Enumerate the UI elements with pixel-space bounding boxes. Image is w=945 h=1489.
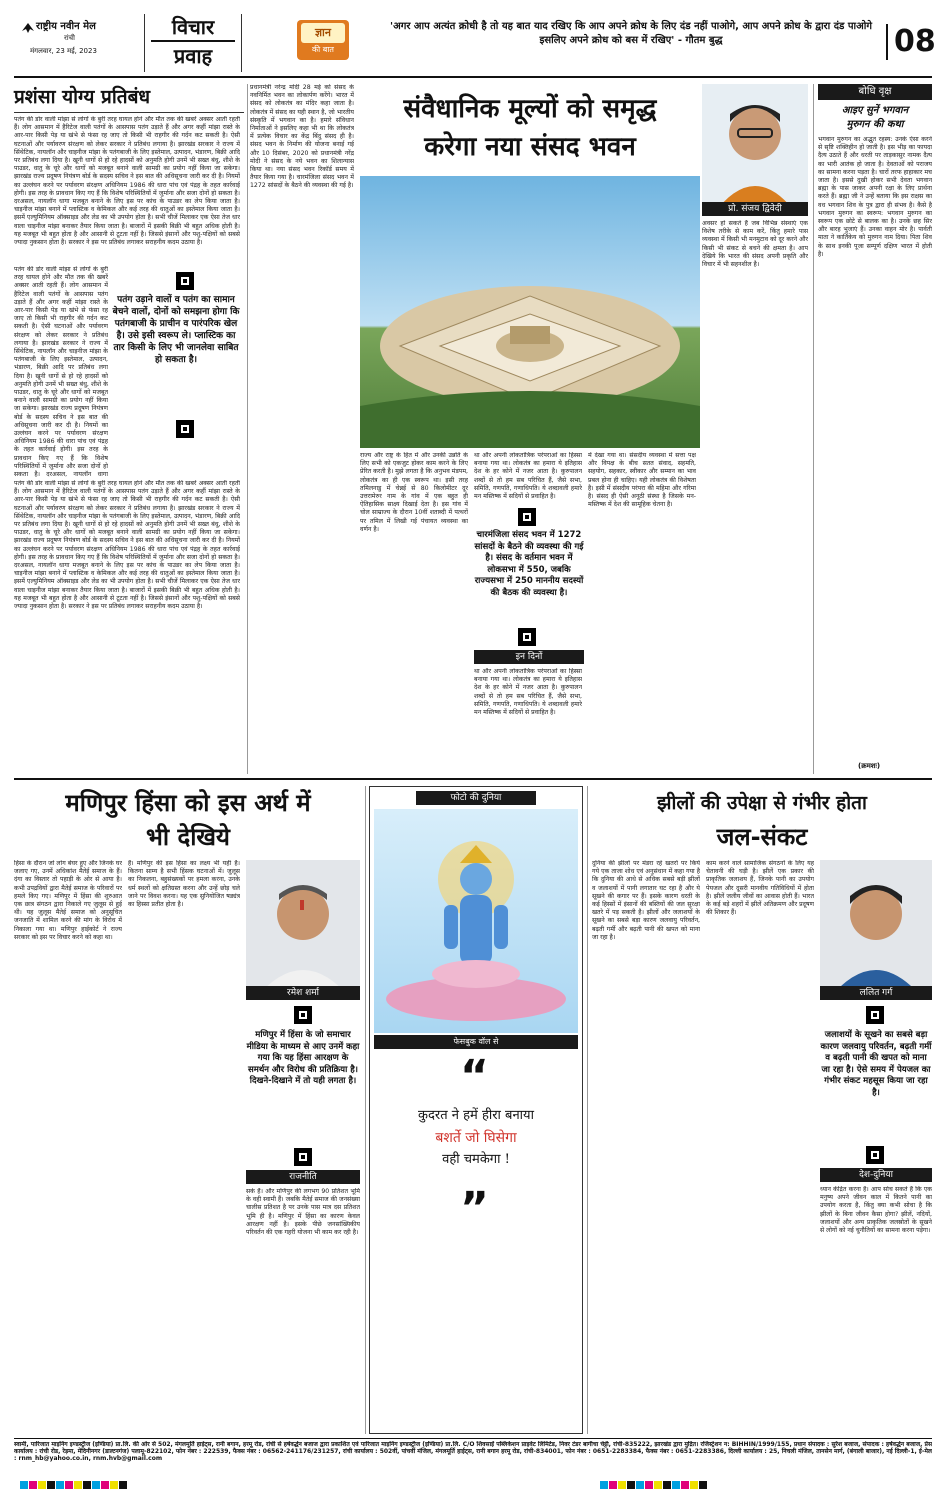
gyan-badge-line2: की बात xyxy=(312,45,334,54)
article-left xyxy=(14,84,244,774)
section-rule xyxy=(14,778,932,780)
sidebar-right xyxy=(818,84,932,774)
author-photo-jheel xyxy=(820,860,932,1000)
section-title xyxy=(144,14,242,72)
daily-quote: 'अगर आप अत्यंत क्रोधी है तो यह बात याद रखिए कि आप अपने क्रोध के लिए दंड नहीं पाओगे, आप अपने क्रोध के द्वारा दंड पाओगे इसलिए अपने क्रोध को बस में रखिए' - गौतम बुद्ध xyxy=(390,21,872,46)
article-jheel-body-3: ध्यान केंद्रित करना है। आप सोच सकते हैं कि एक मनुष्य अपने जीवन काल में कितने पानी का उपयोग करता है, किंतु क्या कभी सोचा है कि झीलों के बिना जीवन कैसा होगा? झीलें, नदियों, जलाशयों और अन्य प्राकृतिक जलस्रोतों के सूखने से लोगों को नई चुनौतियों का सामना करना पड़ेगा। xyxy=(820,1186,932,1235)
quote-open-icon: “ xyxy=(460,1051,489,1102)
column-divider xyxy=(247,84,248,774)
author-name-jheel: ललित गर्ग xyxy=(820,986,932,1000)
qr-code-icon xyxy=(518,508,536,526)
print-registration-marks xyxy=(600,1474,940,1482)
column-divider xyxy=(365,786,366,1434)
masthead xyxy=(14,14,936,72)
article-jheel-title-line1: झीलों की उपेक्षा से गंभीर होता xyxy=(657,792,867,814)
photo-quote-line2: बशर्ते जो घिसेगा xyxy=(435,1130,517,1146)
author-name: प्रो. संजय द्विवेदी xyxy=(702,202,808,216)
column-divider xyxy=(813,84,814,774)
article-manipur xyxy=(14,786,362,1434)
qr-code-icon xyxy=(176,272,194,290)
article-jheel xyxy=(592,786,932,1434)
article-manipur-body-1: हिंसा के दौरान जो लोग बेघर हुए और जिनके घर जलाए गए, उनमें अधिकांश मैतेई समाज के हैं। दंगा का विस्तार तो पहाड़ी के ओर से आया है। कभी उपद्रवियों द्वारा मैतेई समाज के परिवारों पर हमले किए गए। मणिपुर में हिंसा की शुरुआत एक छात्र संगठन द्वारा निकाले गए जुलूस से हुई थी। यह जुलूस मैतेई समाज को अनुसूचित जनजाति में शामिल करने की मांग के विरोध में निकाला गया था। मणिपुर हाईकोर्ट ने राज्य सरकार को इस पर विचार करने को कहा था। xyxy=(14,860,122,941)
photo-feature xyxy=(369,786,583,1434)
article-center-body-1: प्रधानमंत्री नरेन्द्र मोदी 28 मई को संसद के नवनिर्मित भवन का लोकार्पण करेंगे। भारत में संसद को लोकतंत्र का मंदिर कहा जाता है। लोकतंत्र में संसद का यही स्थान है, जो भारतीय संस्कृति में भगवान का है। हमारे संविधान निर्माताओं ने इसलिए कहा भी था कि लोकतंत्र में प्रत्येक विचार का केंद्र बिंदु संसद ही है। संसद भवन के निर्माण की योजना बनाई गई और 10 दिसंबर, 2020 को प्रधानमंत्री नरेंद्र मोदी ने संसद के नये भवन का शिलान्यास किया था। नया संसद भवन रिकॉर्ड समय में तैयार किया गया है। चारमंजिला संसद भवन में 1272 सांसदों के बैठने की व्यवस्था की गई है। xyxy=(250,84,354,190)
page-number: 08 xyxy=(886,24,936,60)
article-center-title xyxy=(360,90,700,166)
gyan-badge xyxy=(297,20,349,60)
photo-quote-line1: कुदरत ने हमें हीरा बनाया xyxy=(418,1108,534,1123)
article-jheel-body-2: काम करने वाले सामाजिक संगठनों के लिए यह चेतावनी की घड़ी है। झीलें एक प्रकार की प्राकृतिक जलाशय हैं, जिनके पानी का उपयोग पेयजल और दूसरी मानवीय गतिविधियों में होता है। झीलें जलीय जीवों का आवास होती हैं। भारत के कई बड़े शहरों में झीलें अतिक्रमण और प्रदूषण की शिकार हैं। xyxy=(706,860,814,917)
sidebar-tag: बोधि वृक्ष xyxy=(818,84,932,100)
section-tag-rajneeti: राजनीति xyxy=(246,1170,360,1184)
photo-quote-line3: वही चमकेगा ! xyxy=(442,1152,510,1167)
qr-code-icon xyxy=(866,1006,884,1024)
qr-code-icon xyxy=(294,1006,312,1024)
date: मंगलवार, 23 मई, 2023 xyxy=(30,47,97,55)
sidebar-title xyxy=(818,104,932,132)
footer-rule xyxy=(14,1438,932,1439)
article-manipur-title-line2: भी देखिये xyxy=(146,823,230,851)
article-center-body-4: में देखा गया था। संसदीय व्यवस्था में सत्ता पक्ष और विपक्ष के बीच सतत संवाद, सहमति, सहयोग, सहकार, स्वीकार और सम्मान का भाव प्रबल होना ही चाहिए। यही लोकतंत्र की विशेषता है। इसी में संसदीय परंपरा की महिमा और गरिमा है। संसद ही ऐसी अनूठी संस्था है जिसके मन-मस्तिष्क में देश की सामूहिक चेतना है। xyxy=(588,452,696,509)
author-photo xyxy=(702,84,808,216)
column-divider xyxy=(587,786,588,1434)
article-jheel-pullquote: जलाशयों के सूखने का सबसे बड़ा कारण जलवायु परिवर्तन, बढ़ती गर्मी व बढ़ती पानी की खपत को माना जा रहा है। ऐसे समय में पेयजल का गंभीर संकट महसूस किया जा रहा है। xyxy=(820,1030,932,1098)
article-center xyxy=(250,84,810,774)
deity-illustration xyxy=(374,809,578,1033)
qr-code-icon xyxy=(866,1146,884,1164)
article-center-body-3b: था और अपनी लोकतांत्रिक परंपराओं का हिस्सा बनाया गया था। लोकतंत्र का हमारा ये इतिहास देश के हर कोने में नजर आता है। कुरुपालन शब्दों से तो हम सब परिचित हैं, जैसे सभा, समिति, गणपति, गणाधिपति। ये शब्दावली हमारे मन मस्तिष्क में सदियों से प्रवाहित है। xyxy=(474,668,582,717)
article-center-body-5: अवसर हो सकते हैं जब विभिन्न संस्थाएं एक विशेष तरीके से काम करें, किंतु हमारे पास व्यवस्था में किसी भी मनमुटाव को दूर करने और किसी भी संकट से बचने की क्षमता है। आप देखिये कि भारत की संसद अपनी प्रकृति और विचार में भी सहनशील है। xyxy=(702,220,808,269)
article-left-pullquote: पतंग उड़ाने वालों व पतंग का सामान बेचने वालों, दोनों को समझना होगा कि पतंगबाजी के प्राचीन व पारंपरिक खेल है। उसे इसी स्वरूप ले। प्लास्टिक का तार किसी के लिए भी जानलेवा साबित हो सकता है। xyxy=(112,295,240,365)
paper-logo-icon xyxy=(22,18,34,28)
article-left-body-wrap: पतंग की डोर वाली मांझा से लोगों के बुरी तरह घायल होने और मौत तक की खबरें अक्सर आती रहती हैं। लोग आसमान में हैरिटेज वाली पतंगों के आसपास पतंग उड़ाते हैं और अगर कहीं मांझा रास्ते के आर-पार किसी पेड़ या खंभे से फंसा रह जाए तो किसी भी राहगीर की गर्दन कट सकती है। ऐसी घटनाओं और पर्यावरण संरक्षण को लेकर सरकार ने प्रतिबंध लगाया है। झारखंड सरकार ने राज्य में सिंथेटिक, नायलॉन और चाइनीज मांझा के पतंगबाजी के लिए इस्तेमाल, उत्पादन, भंडारण, बिक्री आदि पर प्रतिबंध लगा दिया है। खूनी धागों से हो रहे हादसों को अनुमति होगी उनमें भी सख्त बंधु, शीशे के पाउडर, धातु के चूरे और धागों को मजबूत बनाने वाली सामग्री का प्रयोग नहीं किया जा सकेगा। झारखंड राज्य प्रदूषण नियंत्रण बोर्ड के सदस्य सचिव ने इस बात की अधिसूचना जारी कर दी है। नियमों का उल्लंघन करने पर पर्यावरण संरक्षण अधिनियम 1986 की धारा पांच एवं पंद्रह के तहत कार्रवाई होगी। इस तरह के प्रावधान किए गए हैं कि विशेष परिस्थितियों में जुर्माना और सजा दोनों हो सकता है। दरअसल, नायलॉन धागा xyxy=(14,266,108,478)
author-name-manipur: रमेश शर्मा xyxy=(246,986,360,1000)
article-jheel-body-1: दुनिया की झीलों पर मंडरा रहे खतरों पर किये गये एक ताजा शोध एवं अनुसंधान में कहा गया है कि दुनिया की आधे से अधिक सबसे बड़ी झीलों व जलाशयों में पानी लगातार घट रहा है और ये सूखने की कगार पर हैं। इसके कारण धरती के कई हिस्सों में इंसानों की बस्तियों की जल सुरक्षा खतरे में पड़ सकती है। झीलों और जलाशयों के सूखने का सबसे बड़ा कारण जलवायु परिवर्तन, बढ़ती गर्मी और बढ़ती पानी की खपत को माना जा रहा है। xyxy=(592,860,700,941)
article-manipur-body-2: हैं। मणिपुर की इस हिंसा का लक्ष्य भी यही है। कितना साम्य है सभी हिंसक घटनाओं में। जुलूस का निकलना, बहुसंख्यकों पर हमला करना, उनके धर्म स्थलों को क्षतिग्रस्त करना और उन्हें छोड़ चले जाने पर विवश करना। यह एक सुनियोजित षड्यंत्र का हिस्सा प्रतीत होता है। xyxy=(128,860,240,909)
qr-code-icon xyxy=(518,628,536,646)
article-center-body-2: राज्य और राष्ट्र के हित में और उनकी उन्नति के लिए सभी को एकजुट होकर काम करने के लिए प्रेरित करती है। मुझे लगता है कि अनुभव मंडपम, लोकतंत्र का ही एक स्वरूप था। इसी तरह तमिलनाडु में चेन्नई से 80 किलोमीटर दूर उत्तरामेरुर नाम के गांव में एक बहुत ही ऐतिहासिक साक्ष्य दिखाई देता है। इस गांव में चोल साम्राज्य के दौरान 10वीं शताब्दी में पत्थरों पर तमिल में लिखी गई पंचायत व्यवस्था का वर्णन है। xyxy=(360,452,468,533)
article-left-body-top: पतंग की डोर वाली मांझा से लोगों के बुरी तरह घायल होने और मौत तक की खबरें अक्सर आती रहती हैं। लोग आसमान में हैरिटेज वाली पतंगों के आसपास पतंग उड़ाते हैं और अगर कहीं मांझा रास्ते के आर-पार किसी पेड़ या खंभे से फंसा रह जाए तो किसी भी राहगीर की गर्दन कट सकती है। ऐसी घटनाओं और पर्यावरण संरक्षण को लेकर सरकार ने प्रतिबंध लगाया है। झारखंड सरकार ने राज्य में सिंथेटिक, नायलॉन और चाइनीज मांझा के पतंगबाजी के लिए इस्तेमाल, उत्पादन, भंडारण, बिक्री आदि पर प्रतिबंध लगा दिया है। खूनी धागों से हो रहे हादसों को अनुमति होगी उनमें भी सख्त बंधु, शीशे के पाउडर, धातु के चूरे और धागों को मजबूत बनाने वाली सामग्री का प्रयोग नहीं किया जा सकेगा। झारखंड राज्य प्रदूषण नियंत्रण बोर्ड के सदस्य सचिव ने इस बात की अधिसूचना जारी कर दी है। नियमों का उल्लंघन करने पर पर्यावरण संरक्षण अधिनियम 1986 की धारा पांच एवं पंद्रह के तहत कार्रवाई होगी। इस तरह के प्रावधान किए गए हैं कि विशेष परिस्थितियों में जुर्माना और सजा दोनों हो सकता है। दरअसल, नायलॉन धागा मजबूत बनाने के लिए इस पर कांच के पाउडर का लेप किया जाता है। चाइनीज मांझा बनाने में प्लास्टिक व केमिकल और कई तरह की धातुओं का इस्तेमाल किया जाता है। इसमें एल्युमिनियम ऑक्साइड और लेड का भी उपयोग होता है। सभी चीजें मिलाकर एक ऐसा तेज धार वाला चाइनीज मांझा बनाकर तैयार किया जाता है। बाजारों में इसकी बिक्री भी बहुत अधिक होती है। यह मजबूत भी बहुत होता है और आसानी से टूटता नहीं है। जिससे इंसानों और पशु-पक्षियों को सबसे ज्यादा नुकसान होता है। सरकार ने इस पर प्रतिबंध लगाकर सराहनीय कदम उठाया है। xyxy=(14,116,240,247)
parliament-photo xyxy=(360,176,700,448)
section-title-line2: प्रवाह xyxy=(173,44,213,68)
qr-code-icon xyxy=(294,1148,312,1166)
article-manipur-pullquote: मणिपुर में हिंसा के जो समाचार मीडिया के माध्यम से आए उनमें कहा गया कि यह हिंसा आरक्षण के समर्थन और विरोध की प्रतिक्रिया है। दिखने-दिखाने में तो यही लगता है। xyxy=(246,1030,360,1086)
sidebar-title-line2: मुरुगन की कथा xyxy=(846,119,904,130)
section-tag-desh-duniya: देश-दुनिया xyxy=(820,1168,932,1182)
article-center-title-line2: करेगा नया संसद भवन xyxy=(424,132,636,162)
article-jheel-title xyxy=(592,786,932,854)
qr-code-icon xyxy=(176,420,194,438)
article-left-body-bottom: पतंग की डोर वाली मांझा से लोगों के बुरी तरह घायल होने और मौत तक की खबरें अक्सर आती रहती हैं। लोग आसमान में हैरिटेज वाली पतंगों के आसपास पतंग उड़ाते हैं और अगर कहीं मांझा रास्ते के आर-पार किसी पेड़ या खंभे से फंसा रह जाए तो किसी भी राहगीर की गर्दन कट सकती है। ऐसी घटनाओं और पर्यावरण संरक्षण को लेकर सरकार ने प्रतिबंध लगाया है। झारखंड सरकार ने राज्य में सिंथेटिक, नायलॉन और चाइनीज मांझा के पतंगबाजी के लिए इस्तेमाल, उत्पादन, भंडारण, बिक्री आदि पर प्रतिबंध लगा दिया है। खूनी धागों से हो रहे हादसों को अनुमति होगी उनमें भी सख्त बंधु, शीशे के पाउडर, धातु के चूरे और धागों को मजबूत बनाने वाली सामग्री का प्रयोग नहीं किया जा सकेगा। झारखंड राज्य प्रदूषण नियंत्रण बोर्ड के सदस्य सचिव ने इस बात की अधिसूचना जारी कर दी है। नियमों का उल्लंघन करने पर पर्यावरण संरक्षण अधिनियम 1986 की धारा पांच एवं पंद्रह के तहत कार्रवाई होगी। इस तरह के प्रावधान किए गए हैं कि विशेष परिस्थितियों में जुर्माना और सजा दोनों हो सकता है। दरअसल, नायलॉन धागा मजबूत बनाने के लिए इस पर कांच के पाउडर का लेप किया जाता है। चाइनीज मांझा बनाने में प्लास्टिक व केमिकल और कई तरह की धातुओं का इस्तेमाल किया जाता है। इसमें एल्युमिनियम ऑक्साइड और लेड का भी उपयोग होता है। सभी चीजें मिलाकर एक ऐसा तेज धार वाला चाइनीज मांझा बनाकर तैयार किया जाता है। बाजारों में इसकी बिक्री भी बहुत अधिक होती है। यह मजबूत भी बहुत होता है और आसानी से टूटता नहीं है। जिससे इंसानों और पशु-पक्षियों को सबसे ज्यादा नुकसान होता है। सरकार ने इस पर प्रतिबंध लगाकर सराहनीय कदम उठाया है। xyxy=(14,480,240,611)
sidebar-title-line1: आइए सुनें भगवान xyxy=(841,105,909,116)
photo-feature-label-top: फोटो की दुनिया xyxy=(416,791,536,805)
article-jheel-title-line2: जल-संकट xyxy=(716,823,808,851)
article-center-pullquote: चारमंजिला संसद भवन में 1272 सांसदों के बैठने की व्यवस्था की गई है। संसद के वर्तमान भवन में लोकसभा में 550, जबकि राज्यसभा में 250 माननीय सदस्यों की बैठक की व्यवस्था है। xyxy=(474,530,584,598)
article-center-title-line1: संवैधानिक मूल्यों को समृद्ध xyxy=(403,94,657,124)
masthead-rule xyxy=(14,76,932,78)
article-manipur-body-4: सके हैं। और मणिपुर की लगभग 90 प्रतिशत भूमि के वही स्वामी हैं। जबकि मैतेई समाज की जनसंख्या चालीस प्रतिशत है पर उनके पास मात्र दस प्रतिशत भूमि ही है। मणिपुर में हिंसा का कारण केवल आरक्षण नहीं है। इसके पीछे जनसांख्यिकीय परिवर्तन की एक गहरी योजना भी काम कर रही है। xyxy=(246,1188,360,1237)
print-registration-marks xyxy=(20,1474,360,1482)
article-manipur-title-line1: मणिपुर हिंसा को इस अर्थ में xyxy=(65,789,311,817)
article-manipur-title xyxy=(14,786,362,854)
photo-quote xyxy=(374,1105,578,1171)
city: रांची xyxy=(64,34,75,42)
paper-name: राष्ट्रीय नवीन मेल xyxy=(36,21,96,32)
gyan-badge-line1: ज्ञान xyxy=(301,23,345,43)
article-center-body-3: था और अपनी लोकतांत्रिक परंपराओं का हिस्सा बनाया गया था। लोकतंत्र का हमारा ये इतिहास देश के हर कोने में नजर आता है। कुरुपालन शब्दों से तो हम सब परिचित हैं, जैसे सभा, समिति, गणपति, गणाधिपति। ये शब्दावली हमारे मन मस्तिष्क में सदियों से प्रवाहित है। xyxy=(474,452,582,501)
quote-close-icon: ” xyxy=(460,1183,489,1234)
section-tag-in-dino: इन दिनों xyxy=(474,650,584,664)
section-title-line1: विचार xyxy=(171,15,215,39)
photo-feature-label-bottom: फेसबुक वॉल से xyxy=(374,1035,578,1049)
footer-imprint: स्वामी, पारिजात माइनिंग इण्डस्ट्रीज (इण्डिया) प्रा.लि. की ओर से 502, मंगलमूर्ति हाईट्स, रानी बगान, हरमू रोड, रांची से हर्षवर्द्धन बजाज द्वारा प्रकाशित एवं पारिजात माइनिंग इण्डस्ट्रीज (इण्डिया) प्रा.लि. C/O शिवसाईं पब्लिकेशन प्राइवेट लिमिटेड, निवर टंडर बागीचा चेट्टी, रांची-835222, झारखंड द्वारा मुद्रित। रजिस्ट्रेशन न: BIHHIN/1999/155, प्रधान संपादक : सुरेश बजाज, संपादक : हर्षवर्द्धन बजाज, प्रेस कार्यालय : रांची रोड, रेड़मा, मेदिनीनगर (डाल्टनगंज) पलामू-822102, फोन नंबर : 222539, फैक्स नंबर : 06562-241176/231257, रांची कार्यालय : 502वीं, पांचवीं मंजिल, मंगलमूर्ति हाईट्स, रानी बगान हरमू रोड, रांची-834001, फोन नंबर : 0651-2283384, फैक्स नंबर : 0651-2283386, दिल्ली कार्यालय : 25, निचली मंजिल, तानसेन मार्ग, (बंगाली बाजार), नई दिल्ली-1, ई-मेल : rnm_hb@yahoo.co.in, rnm.hvb@gmail.com xyxy=(14,1441,932,1462)
author-photo-manipur xyxy=(246,860,360,1000)
article-left-title: प्रशंसा योग्य प्रतिबंध xyxy=(14,84,244,113)
sidebar-continued: (क्रमशः) xyxy=(858,762,881,770)
sidebar-body: भगवान मुरुगन का अद्भुत रहस्य: उनके ऐसा करने से सृष्टि शक्तिहीन हो जाती है। इस भीड़ का फायदा दैत्य उठाते हैं और धरती पर ताड़कासुर नामक दैत्य का भारी आतंक हो जाता है। देवताओं को पराजय का सामना करना पड़ता है। चारों तरफ हाहाकार मच जाता है। इससे दुखी होकर सभी देवता भगवान ब्रह्मा के पास जाकर अपनी रक्षा के लिए प्रार्थना करते हैं। ब्रह्मा जी ने उन्हें बताया कि इस राक्षस का वध भगवान शिव के पुत्र द्वारा ही संभव है। कैसे है भगवान मुरुगन का स्वरूप: भगवान मुरुगन का स्वरूप एक छोटे से बालक का है। उनके छह सिर और बारह भुजाएं हैं। उनका वाहन मोर है। पार्वती माता ने कार्तिकेय को मुरुगन नाम दिया। पिता शिव के साथ इनकी पूजा सम्पूर्ण दक्षिण भारत में होती है। xyxy=(818,136,932,258)
